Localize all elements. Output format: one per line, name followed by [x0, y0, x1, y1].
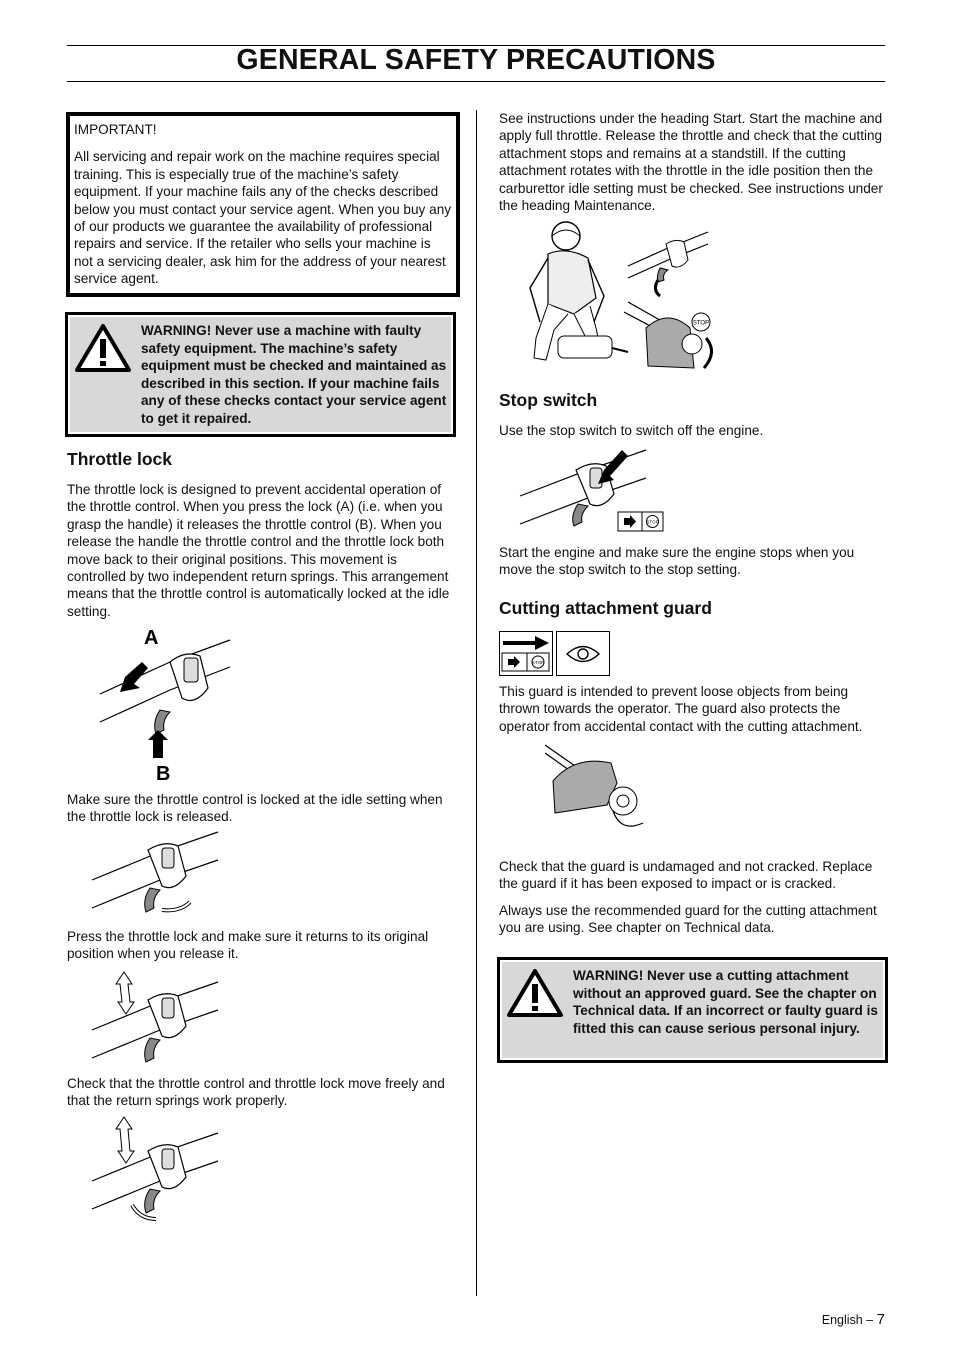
- warning-box-1: [65, 312, 456, 437]
- page-title: GENERAL SAFETY PRECAUTIONS: [236, 44, 716, 76]
- throttle-check-3: Check that the throttle control and throttle lock move freely and that the return springs work properly.: [67, 1076, 445, 1109]
- operator-test-figure: [518, 218, 723, 373]
- throttle-lock-figure: [90, 622, 240, 787]
- warning-triangle-icon: [506, 968, 564, 1018]
- warning-box-2: [497, 957, 888, 1063]
- label-a: A: [144, 627, 159, 649]
- guard-figure: [545, 741, 655, 833]
- stop-icon-label-2: STOP: [646, 519, 659, 525]
- column-divider: [476, 110, 477, 1296]
- stop-icon-label-3: STOP: [531, 660, 545, 665]
- important-heading: IMPORTANT!: [74, 122, 157, 137]
- label-b: B: [156, 763, 171, 785]
- warning-triangle-icon: [74, 323, 132, 373]
- throttle-check-1: Make sure the throttle control is locked at the idle setting when the throttle lock is released.: [67, 792, 443, 825]
- header-bottom-rule: [67, 81, 885, 82]
- page-footer: [822, 1311, 885, 1328]
- guard-symbols: [499, 631, 613, 676]
- stop-icon-label-1: STOP: [692, 320, 710, 327]
- page-number: 7: [876, 1311, 885, 1328]
- footer-language: English: [821, 1313, 863, 1327]
- stop-switch-figure: [518, 446, 668, 534]
- warning-text-2: WARNING! Never use a cutting attachment without an approved guard. See the chapter on Technical data. If an incorrect or faulty guard is fitted this can cause serious personal injury.: [573, 968, 878, 1036]
- throttle-lock-heading: Throttle lock: [67, 449, 173, 469]
- guard-intro: This guard is intended to prevent loose objects from being thrown towards the operator. The guard also protects the operator from accidental contact with the cutting attachment.: [499, 684, 863, 734]
- throttle-check-2: Press the throttle lock and make sure it returns to its original position when you release it.: [67, 929, 429, 962]
- important-body: All servicing and repair work on the machine requires special training. This is especially true of the machine’s safety equipment. If your machine fails any of the checks described below you must contact your service agent. When you buy any of our products we guarantee the availability of professional repairs and service. If the retailer who sells your machine is not a servicing dealer, ask him for the address of your nearest service agent.: [74, 149, 452, 287]
- throttle-check-2-figure: [90, 970, 230, 1068]
- guard-check-2: Always use the recommended guard for the cutting attachment you are using. See chapter on Technical data.: [499, 903, 877, 936]
- throttle-check-3-figure: [90, 1115, 230, 1227]
- warning-text-1: WARNING! Never use a machine with faulty safety equipment. The machine’s safety equipment must be checked and maintained as described in this section. If your machine fails any of these checks contact your service agent to get it repaired.: [141, 323, 447, 426]
- start-check-text: See instructions under the heading Start. Start the machine and apply full throttle. Release the throttle and check that the cutting attachment stops and remains at a standstill. If the cutting attachment rotates with the throttle in the idle position then the carburettor idle setting must be checked. See instructions under the heading Maintenance.: [499, 111, 883, 214]
- throttle-check-1-figure: [90, 830, 230, 918]
- stop-switch-intro: Use the stop switch to switch off the engine.: [499, 423, 764, 438]
- guard-heading: Cutting attachment guard: [499, 598, 712, 618]
- throttle-lock-intro: The throttle lock is designed to prevent accidental operation of the throttle control. When you press the lock (A) (i.e. when you grasp the handle) it releases the throttle control (B). When you release the handle the throttle control and the throttle lock both move back to their original positions. This movement is controlled by two independent return springs. This arrangement means that the throttle control is automatically locked at the idle setting.: [67, 482, 450, 619]
- stop-switch-heading: Stop switch: [499, 390, 598, 410]
- stop-switch-check: Start the engine and make sure the engine stops when you move the stop switch to the stop setting.: [499, 545, 855, 578]
- footer-separator: –: [866, 1313, 874, 1327]
- guard-check-1: Check that the guard is undamaged and not cracked. Replace the guard if it has been exposed to impact or is cracked.: [499, 859, 873, 892]
- important-box: [66, 112, 460, 297]
